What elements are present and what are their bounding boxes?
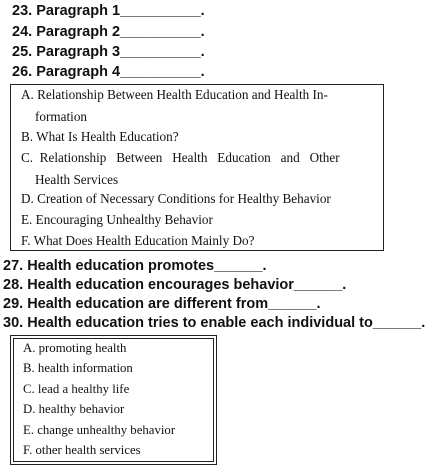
- question-number: 24.: [12, 24, 33, 40]
- question-28: [3, 276, 346, 294]
- option-a-line-1: A. Relationship Between Health Education and Health In-: [21, 87, 328, 102]
- option-e: E. Encouraging Unhealthy Behavior: [21, 212, 213, 227]
- question-number: 25.: [12, 44, 33, 60]
- option-a-line-2: formation: [35, 109, 88, 124]
- question-text: Paragraph 3__________.: [36, 44, 205, 60]
- question-number: 26.: [12, 64, 33, 80]
- question-number: 28.: [3, 277, 24, 293]
- question-text: Paragraph 4__________.: [36, 64, 205, 80]
- question-24: [12, 23, 205, 41]
- question-text: Health education tries to enable each individual to______.: [27, 315, 426, 331]
- question-29: [3, 295, 321, 313]
- answer-options-box: [10, 335, 217, 465]
- option-b: B. What Is Health Education?: [21, 129, 179, 144]
- option-c-line-1: C. Relationship Between Health Education and Other: [21, 150, 340, 165]
- option-c-line-2: Health Services: [35, 172, 119, 187]
- question-26: [12, 63, 205, 81]
- answer-option-e: E. change unhealthy behavior: [23, 423, 176, 437]
- question-text: Health education are different from______.: [27, 296, 321, 312]
- question-text: Paragraph 1__________.: [36, 3, 205, 19]
- answer-option-f: F. other health services: [23, 443, 141, 457]
- question-text: Health education promotes______.: [27, 258, 267, 274]
- question-number: 27.: [3, 258, 24, 274]
- option-f: F. What Does Health Education Mainly Do?: [21, 233, 255, 248]
- headings-options-box: [10, 84, 384, 251]
- answer-option-a: A. promoting health: [23, 341, 127, 355]
- question-text: Paragraph 2__________.: [36, 24, 205, 40]
- question-number: 23.: [12, 3, 33, 19]
- question-number: 29.: [3, 296, 24, 312]
- answer-option-c: C. lead a healthy life: [23, 382, 130, 396]
- question-30: [3, 314, 425, 332]
- question-27: [3, 257, 267, 275]
- answer-option-b: B. health information: [23, 361, 133, 375]
- question-23: [12, 2, 205, 20]
- answer-option-d: D. healthy behavior: [23, 402, 125, 416]
- question-number: 30.: [3, 315, 24, 331]
- question-25: [12, 43, 205, 61]
- question-text: Health education encourages behavior______.: [27, 277, 347, 293]
- option-d: D. Creation of Necessary Conditions for Healthy Behavior: [21, 191, 331, 206]
